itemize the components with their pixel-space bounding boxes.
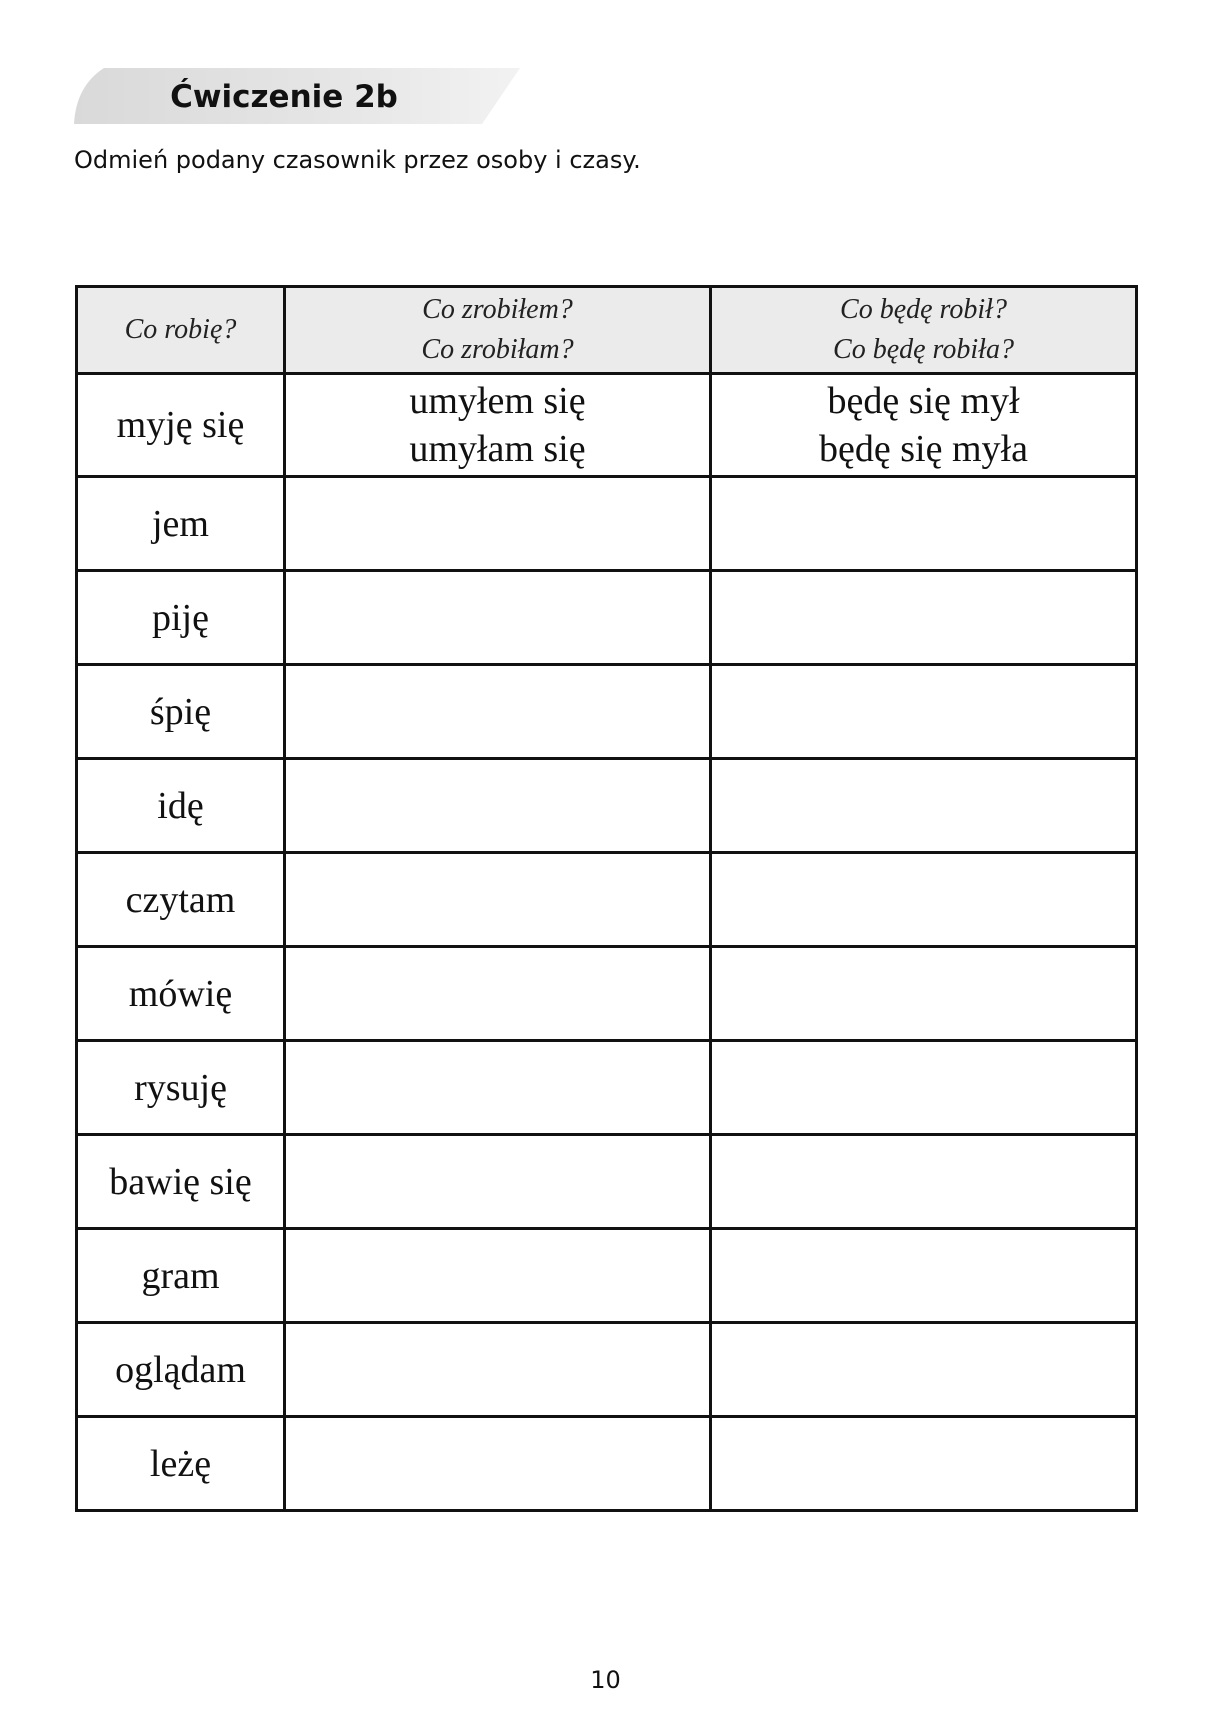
table-row [77,477,1137,571]
answer-future-cell[interactable] [711,1323,1137,1417]
header-present-label: Co robię? [124,314,237,345]
table-row [77,759,1137,853]
verb-present: idę [77,759,285,853]
answer-future-cell[interactable] [711,477,1137,571]
table-row [77,947,1137,1041]
table-row-example [77,374,1137,477]
table-row [77,1135,1137,1229]
verb-present: czytam [77,853,285,947]
page-number: 10 [590,1666,621,1694]
example-future-masculine: będę się mył [827,380,1020,422]
example-future [711,374,1137,477]
header-future-feminine: Co będę robiła? [833,334,1014,365]
answer-past-cell[interactable] [285,1135,711,1229]
answer-past-cell[interactable] [285,759,711,853]
verb-present: piję [77,571,285,665]
answer-future-cell[interactable] [711,1135,1137,1229]
answer-past-cell[interactable] [285,1229,711,1323]
answer-future-cell[interactable] [711,1229,1137,1323]
conjugation-table [75,285,1138,1512]
table-row [77,571,1137,665]
table-row [77,1417,1137,1511]
answer-future-cell[interactable] [711,1041,1137,1135]
verb-present: śpię [77,665,285,759]
answer-past-cell[interactable] [285,1323,711,1417]
header-future-masculine: Co będę robił? [840,294,1007,325]
answer-past-cell[interactable] [285,571,711,665]
answer-past-cell[interactable] [285,1041,711,1135]
answer-future-cell[interactable] [711,853,1137,947]
answer-past-cell[interactable] [285,947,711,1041]
verb-present: leżę [77,1417,285,1511]
answer-future-cell[interactable] [711,1417,1137,1511]
answer-past-cell[interactable] [285,1417,711,1511]
answer-future-cell[interactable] [711,665,1137,759]
header-present [77,287,285,374]
verb-present: jem [77,477,285,571]
header-past-masculine: Co zrobiłem? [422,294,573,325]
verb-present: gram [77,1229,285,1323]
example-past-masculine: umyłem się [409,380,586,422]
answer-future-cell[interactable] [711,759,1137,853]
verb-present: rysuję [77,1041,285,1135]
example-past [285,374,711,477]
exercise-title: Ćwiczenie 2b [170,79,398,115]
answer-future-cell[interactable] [711,571,1137,665]
header-past [285,287,711,374]
table-row [77,1229,1137,1323]
exercise-title-tab [74,66,526,126]
example-present: myję się [77,374,285,477]
table-row [77,1041,1137,1135]
header-past-feminine: Co zrobiłam? [421,334,574,365]
header-future [711,287,1137,374]
table-header-row [77,287,1137,374]
answer-past-cell[interactable] [285,477,711,571]
table-row [77,665,1137,759]
example-past-feminine: umyłam się [409,428,586,470]
answer-future-cell[interactable] [711,947,1137,1041]
table-row [77,1323,1137,1417]
answer-past-cell[interactable] [285,665,711,759]
verb-present: oglądam [77,1323,285,1417]
table-row [77,853,1137,947]
example-future-feminine: będę się myła [819,428,1028,470]
verb-present: bawię się [77,1135,285,1229]
answer-past-cell[interactable] [285,853,711,947]
verb-present: mówię [77,947,285,1041]
exercise-instruction: Odmień podany czasownik przez osoby i czasy. [74,146,641,174]
